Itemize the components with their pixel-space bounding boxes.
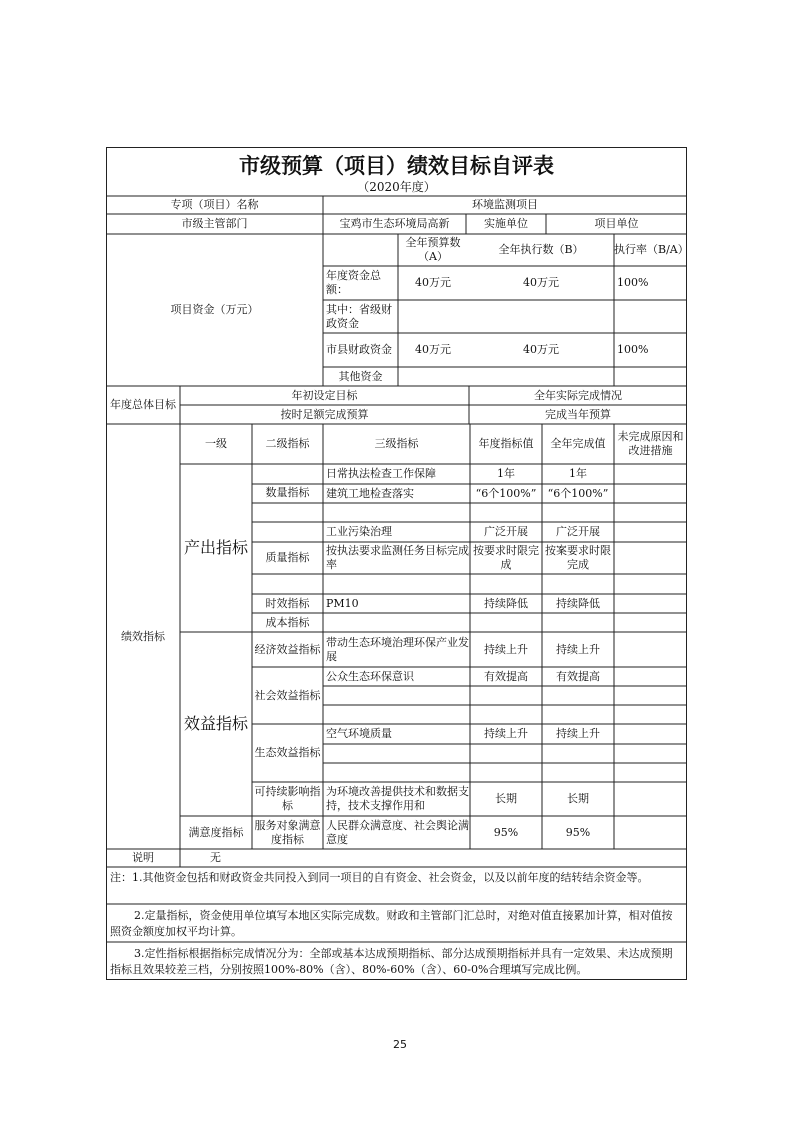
- funds-row-label: 市县财政资金: [326, 343, 392, 356]
- indicator-target: 95%: [493, 825, 519, 839]
- indicator-name: 工业污染治理: [326, 525, 392, 538]
- dept-value: 宝鸡市生态环境局高新: [339, 217, 450, 230]
- indicator-actual: 长期: [567, 792, 589, 805]
- ecological-indicator-label: 生态效益指标: [254, 746, 321, 759]
- indicator-actual: 广泛开展: [556, 525, 600, 538]
- note-3: 3.定性指标根据指标完成情况分为：全部或基本达成预期指标、部分达成预期指标并具有一定效果、未达成预期指标且效果较差三档，分别按照100%-80%（含）、80%-60%（含）、60-0%合理填写完成比例。: [110, 947, 673, 976]
- indicator-target: 按要求时限完成: [473, 544, 539, 571]
- indicator-actual: 有效提高: [556, 669, 600, 683]
- perf-header-l1: 一级: [205, 437, 227, 450]
- funds-col-exec: 全年执行数（B）: [498, 243, 584, 256]
- timeliness-indicator-label: 时效指标: [265, 596, 310, 610]
- indicator-actual: 95%: [565, 825, 591, 839]
- funds-row-budget: 40万元: [415, 343, 451, 356]
- social-indicator-label: 社会效益指标: [254, 688, 321, 702]
- indicator-target: 持续上升: [484, 642, 528, 656]
- indicator-name: 建筑工地检查落实: [326, 486, 414, 500]
- funds-row-exec: 40万元: [523, 343, 559, 356]
- indicator-target: 持续降低: [484, 596, 528, 610]
- indicator-name: 空气环境质量: [326, 727, 392, 740]
- indicator-target: 广泛开展: [484, 525, 528, 538]
- funds-row-label: 其他资金: [338, 369, 383, 383]
- indicator-actual: 1年: [569, 467, 587, 480]
- funds-col-budget: 全年预算数（A）: [405, 236, 461, 263]
- perf-header-reason: 未完成原因和改进措施: [617, 430, 684, 457]
- indicator-name: 为环境改善提供技术和数据支持，技术支撑作用和: [326, 785, 469, 812]
- funds-row-rate: 100%: [617, 276, 649, 289]
- indicator-name: 人民群众满意度、社会舆论满意度: [326, 818, 469, 846]
- perf-header-target: 年度指标值: [478, 437, 534, 450]
- indicator-target: 有效提高: [484, 669, 528, 683]
- service-satisfaction-label: 服务对象满意度指标: [254, 818, 321, 846]
- goals-col-set: 年初设定目标: [291, 388, 358, 402]
- indicator-actual: 持续降低: [556, 596, 600, 610]
- remark-value: 无: [210, 851, 221, 864]
- indicator-target: 长期: [495, 792, 517, 805]
- output-indicator-label: 产出指标: [183, 538, 248, 557]
- page-subtitle: （2020年度）: [357, 180, 436, 194]
- indicator-target: 持续上升: [484, 727, 528, 740]
- page-title: 市级预算（项目）绩效目标自评表: [239, 154, 554, 178]
- benefit-indicator-label: 效益指标: [183, 714, 248, 733]
- indicator-name: 带动生态环境治理环保产业发展: [326, 635, 469, 663]
- goals-label: 年度总体目标: [110, 398, 176, 411]
- perf-header-actual: 全年完成值: [550, 437, 606, 450]
- note-1: 注：1.其他资金包括和财政资金共同投入到同一项目的自有资金、社会资金，以及以前年度的结转结余资金等。: [110, 871, 649, 884]
- indicator-actual: 持续上升: [556, 727, 600, 740]
- sustainable-indicator-label: 可持续影响指标: [254, 785, 321, 812]
- remark-label: 说明: [132, 851, 154, 864]
- goals-actual-value: 完成当年预算: [545, 407, 611, 421]
- perf-header-l3: 三级指标: [374, 437, 419, 450]
- dept-label: 市级主管部门: [181, 217, 248, 230]
- funds-row-rate: 100%: [617, 343, 649, 356]
- funds-label: 项目资金（万元）: [170, 303, 259, 316]
- project-name-label: 专项（项目）名称: [170, 198, 259, 211]
- quality-indicator-label: 质量指标: [265, 551, 310, 564]
- note-2: 2.定量指标，资金使用单位填写本地区实际完成数。财政和主管部门汇总时，对绝对值直接累加计算，相对值按照资金额度加权平均计算。: [110, 909, 673, 938]
- indicator-name: PM10: [326, 596, 359, 610]
- perf-header-l2: 二级指标: [265, 437, 310, 450]
- goals-set-value: 按时足额完成预算: [280, 407, 369, 421]
- quantity-indicator-label: 数量指标: [265, 486, 310, 499]
- satisfaction-indicator-label: 满意度指标: [188, 825, 244, 839]
- impl-value: 项目单位: [594, 217, 639, 230]
- indicator-name: 按执法要求监测任务目标完成率: [326, 544, 469, 571]
- cost-indicator-label: 成本指标: [265, 615, 310, 629]
- page-number: 25: [393, 1038, 407, 1051]
- economic-indicator-label: 经济效益指标: [254, 642, 321, 656]
- indicator-actual: “6个100%”: [547, 486, 609, 500]
- indicator-target: 1年: [497, 467, 515, 480]
- indicator-name: 日常执法检查工作保障: [326, 467, 436, 480]
- funds-row-label: 年度资金总额：: [326, 269, 381, 296]
- goals-col-actual: 全年实际完成情况: [534, 388, 622, 402]
- impl-label: 实施单位: [484, 217, 528, 230]
- indicator-actual: 按案要求时限完成: [545, 544, 611, 571]
- funds-row-budget: 40万元: [415, 276, 451, 289]
- funds-row-label: 其中：省级财政资金: [326, 302, 392, 330]
- funds-row-exec: 40万元: [523, 276, 559, 289]
- funds-col-rate: 执行率（B/A）: [614, 243, 689, 256]
- project-name-value: 环境监测项目: [472, 198, 538, 211]
- indicator-name: 公众生态环保意识: [326, 669, 414, 683]
- perf-label: 绩效指标: [121, 629, 165, 643]
- indicator-target: “6个100%”: [475, 486, 537, 500]
- indicator-actual: 持续上升: [556, 642, 600, 656]
